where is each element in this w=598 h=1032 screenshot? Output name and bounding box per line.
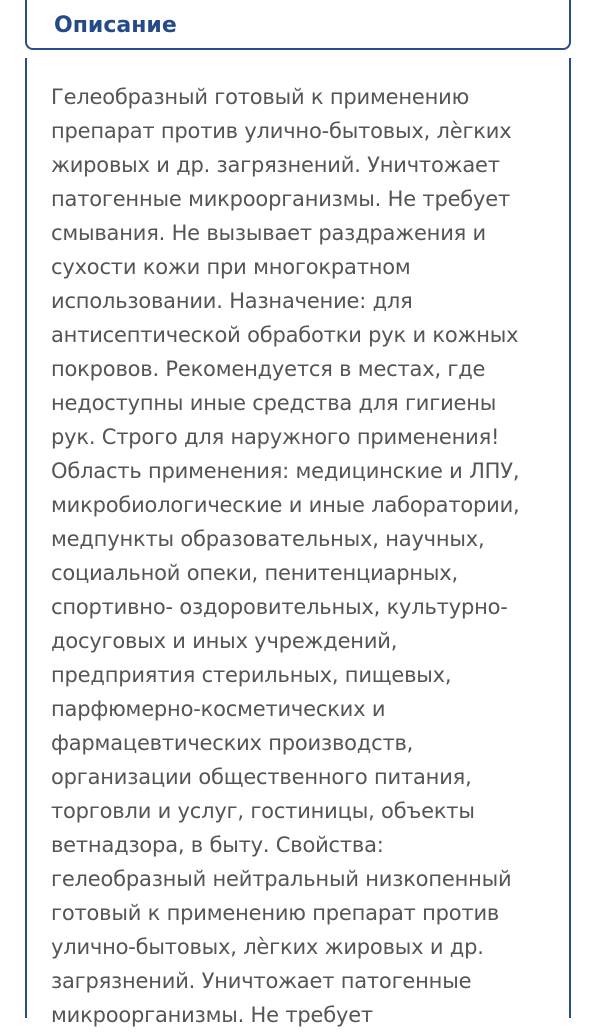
description-line: антисептической обработки рук и кожных bbox=[51, 323, 519, 347]
description-line: готовый к применению препарат против bbox=[51, 901, 500, 925]
description-line: медпункты образовательных, научных, bbox=[51, 527, 485, 551]
description-line: микроорганизмы. Не требует bbox=[51, 1003, 373, 1027]
description-line: смывания. Не вызывает раздражения и bbox=[51, 221, 486, 245]
description-line: покровов. Рекомендуется в местах, где bbox=[51, 357, 486, 381]
description-line: жировых и др. загрязнений. Уничтожает bbox=[51, 153, 500, 177]
description-line: недоступны иные средства для гигиены bbox=[51, 391, 497, 415]
description-line: Область применения: медицинские и ЛПУ, bbox=[51, 459, 520, 483]
description-line: спортивно- оздоровительных, культурно- bbox=[51, 595, 508, 619]
description-line: предприятия стерильных, пищевых, bbox=[51, 663, 452, 687]
description-line: патогенные микроорганизмы. Не требует bbox=[51, 187, 511, 211]
description-line: рук. Строго для наружного применения! bbox=[51, 425, 500, 449]
description-line: фармацевтических производств, bbox=[51, 731, 414, 755]
section-title: Описание bbox=[54, 13, 177, 38]
description-line: загрязнений. Уничтожает патогенные bbox=[51, 969, 472, 993]
description-line: улично-бытовых, лѐгких жировых и др. bbox=[51, 935, 484, 959]
description-section-header[interactable] bbox=[25, 0, 571, 50]
description-line: гелеобразный нейтральный низкопенный bbox=[51, 867, 512, 891]
description-line: ветнадзора, в быту. Свойства: bbox=[51, 833, 384, 857]
description-line: Гелеобразный готовый к применению bbox=[51, 85, 470, 109]
description-line: микробиологические и иные лаборатории, bbox=[51, 493, 520, 517]
description-line: использовании. Назначение: для bbox=[51, 289, 413, 313]
description-line: парфюмерно-косметических и bbox=[51, 697, 386, 721]
description-line: досуговых и иных учреждений, bbox=[51, 629, 398, 653]
description-text bbox=[51, 80, 546, 1032]
description-line: препарат против улично-бытовых, лѐгких bbox=[51, 119, 512, 143]
description-line: торговли и услуг, гостиницы, объекты bbox=[51, 799, 475, 823]
description-line: социальной опеки, пенитенциарных, bbox=[51, 561, 458, 585]
description-content-panel bbox=[25, 58, 571, 1027]
description-line: организации общественного питания, bbox=[51, 765, 472, 789]
description-line: сухости кожи при многократном bbox=[51, 255, 411, 279]
